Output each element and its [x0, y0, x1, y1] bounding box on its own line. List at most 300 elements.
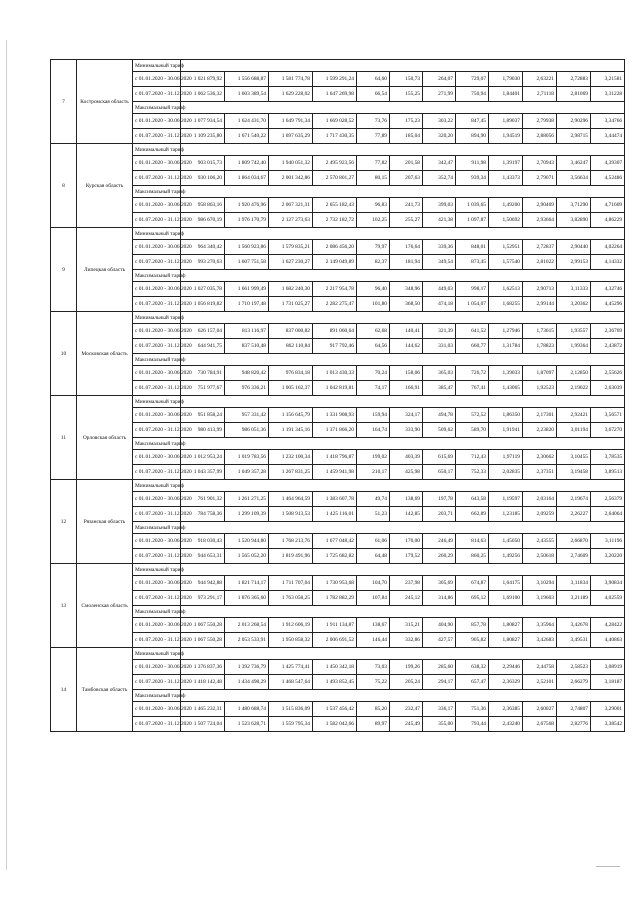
value-cell: 939,34 — [456, 171, 489, 186]
period-label: с 01.07.2020 - 31.12.2020 — [133, 87, 181, 102]
value-cell: 1 520 944,80 — [225, 534, 269, 549]
value-cell: 726,72 — [456, 366, 489, 381]
value-cell: 403,39 — [390, 450, 423, 465]
table-row — [51, 534, 625, 549]
value-cell: 1 537 456,42 — [313, 702, 357, 717]
value-cell: 1 376 837,36 — [181, 660, 225, 675]
value-cell: 2,98715 — [557, 129, 591, 144]
period-label: с 01.01.2020 - 30.06.2020 — [133, 408, 181, 423]
value-cell: 425,98 — [390, 465, 423, 480]
value-cell: 197,78 — [423, 492, 456, 507]
value-cell: 1 627 230,27 — [269, 255, 313, 270]
value-cell: 1 067 550,28 — [181, 618, 225, 633]
value-cell: 814,63 — [456, 534, 489, 549]
value-cell: 976 834,18 — [269, 366, 313, 381]
empty-cell — [181, 438, 625, 450]
period-label: с 01.07.2020 - 31.12.2020 — [133, 507, 181, 522]
value-cell: 4,28422 — [591, 618, 625, 633]
value-cell: 1 579 835,21 — [269, 240, 313, 255]
tariff-label: Максимальный тариф — [133, 438, 181, 450]
value-cell: 751 977,67 — [181, 381, 225, 396]
tariff-label: Минимальный тариф — [133, 396, 181, 408]
value-cell: 964 340,42 — [181, 240, 225, 255]
value-cell: 320,20 — [423, 129, 456, 144]
value-cell: 837 510,48 — [225, 339, 269, 354]
value-cell: 644 941,75 — [181, 339, 225, 354]
value-cell: 1 711 707,04 — [269, 576, 313, 591]
value-cell: 101,80 — [357, 297, 390, 312]
value-cell: 1 768 213,76 — [269, 534, 313, 549]
value-cell: 1 819 491,96 — [269, 549, 313, 564]
value-cell: 1,43065 — [489, 381, 523, 396]
value-cell: 2,23820 — [523, 423, 557, 438]
value-cell: 1 671 540,22 — [225, 129, 269, 144]
value-cell: 1 418 796,87 — [313, 450, 357, 465]
value-cell: 2,36329 — [489, 675, 523, 690]
value-cell: 159,94 — [357, 408, 390, 423]
value-cell: 348,96 — [390, 282, 423, 297]
table-row — [51, 282, 625, 297]
value-cell: 80,15 — [357, 171, 390, 186]
value-cell: 3,10294 — [523, 576, 557, 591]
value-cell: 903 015,73 — [181, 156, 225, 171]
value-cell: 1 465 232,31 — [181, 702, 225, 717]
value-cell: 2,71118 — [523, 87, 557, 102]
tariff-label: Максимальный тариф — [133, 270, 181, 282]
empty-cell — [181, 186, 625, 198]
value-cell: 175,23 — [390, 114, 423, 129]
value-cell: 2 495 923,56 — [313, 156, 357, 171]
value-cell: 2,36385 — [489, 702, 523, 717]
period-label: с 01.07.2020 - 31.12.2020 — [133, 591, 181, 606]
value-cell: 973 291,17 — [181, 591, 225, 606]
value-cell: 750,94 — [456, 87, 489, 102]
value-cell: 1,39197 — [489, 156, 523, 171]
value-cell: 2,52101 — [523, 675, 557, 690]
value-cell: 203,71 — [423, 507, 456, 522]
table-row — [51, 450, 625, 465]
value-cell: 1,94519 — [489, 129, 523, 144]
value-cell: 2,56379 — [591, 492, 625, 507]
value-cell: 911,98 — [456, 156, 489, 171]
value-cell: 1 493 852,45 — [313, 675, 357, 690]
value-cell: 1,50692 — [489, 213, 523, 228]
value-cell: 2,19674 — [557, 492, 591, 507]
value-cell: 2,72837 — [523, 240, 557, 255]
value-cell: 315,21 — [390, 618, 423, 633]
tariff-label: Максимальный тариф — [133, 354, 181, 366]
tariff-label: Минимальный тариф — [133, 144, 181, 156]
value-cell: 2,82776 — [557, 717, 591, 732]
empty-cell — [181, 564, 625, 576]
value-cell: 1 731 025,27 — [269, 297, 313, 312]
value-cell: 3,56634 — [557, 171, 591, 186]
value-cell: 4,14332 — [591, 255, 625, 270]
value-cell: 246,49 — [423, 534, 456, 549]
value-cell: 1 682 240,30 — [269, 282, 313, 297]
value-cell: 2 086 456,20 — [313, 240, 357, 255]
value-cell: 3,31228 — [591, 87, 625, 102]
value-cell: 365,03 — [423, 366, 456, 381]
period-label: с 01.01.2020 - 30.06.2020 — [133, 324, 181, 339]
empty-cell — [181, 606, 625, 618]
value-cell: 3,34766 — [591, 114, 625, 129]
value-cell: 1 109 235,80 — [181, 129, 225, 144]
value-cell: 4,86229 — [591, 213, 625, 228]
value-cell: 1,89037 — [489, 114, 523, 129]
value-cell: 1,52951 — [489, 240, 523, 255]
table-row — [51, 324, 625, 339]
value-cell: 2,81022 — [523, 255, 557, 270]
value-cell: 976 336,21 — [225, 381, 269, 396]
value-cell: 873,45 — [456, 255, 489, 270]
value-cell: 3,01194 — [557, 423, 591, 438]
value-cell: 339,36 — [423, 240, 456, 255]
value-cell: 107,84 — [357, 591, 390, 606]
value-cell: 1 624 431,70 — [225, 114, 269, 129]
value-cell: 1,80827 — [489, 633, 523, 648]
region-name: Липецкая область — [77, 228, 133, 312]
value-cell: 2,43872 — [591, 339, 625, 354]
value-cell: 1 039,65 — [456, 198, 489, 213]
period-label: с 01.01.2020 - 30.06.2020 — [133, 240, 181, 255]
value-cell: 3,11333 — [557, 282, 591, 297]
table-row — [51, 102, 625, 114]
value-cell: 1 920 476,96 — [225, 198, 269, 213]
table-row — [51, 240, 625, 255]
value-cell: 1 480 688,74 — [225, 702, 269, 717]
value-cell: 660,77 — [456, 339, 489, 354]
table-row — [51, 213, 625, 228]
value-cell: 494,78 — [423, 408, 456, 423]
value-cell: 2,19022 — [557, 381, 591, 396]
value-cell: 793,44 — [456, 717, 489, 732]
value-cell: 2,99153 — [557, 255, 591, 270]
value-cell: 3,21581 — [591, 72, 625, 87]
value-cell: 674,87 — [456, 576, 489, 591]
value-cell: 1 012 953,24 — [181, 450, 225, 465]
period-label: с 01.01.2020 - 30.06.2020 — [133, 282, 181, 297]
value-cell: 144,62 — [390, 339, 423, 354]
value-cell: 1 603 389,54 — [225, 87, 269, 102]
value-cell: 285,60 — [423, 660, 456, 675]
value-cell: 3,56571 — [591, 408, 625, 423]
value-cell: 980 413,99 — [181, 423, 225, 438]
table-row — [51, 228, 625, 240]
value-cell: 1 077 934,54 — [181, 114, 225, 129]
value-cell: 761 901,32 — [181, 492, 225, 507]
value-cell: 3,42678 — [557, 618, 591, 633]
value-cell: 2 282 275,47 — [313, 297, 357, 312]
period-label: с 01.01.2020 - 30.06.2020 — [133, 450, 181, 465]
value-cell: 2,79938 — [523, 114, 557, 129]
value-cell: 303,22 — [423, 114, 456, 129]
value-cell: 79,97 — [357, 240, 390, 255]
value-cell: 2,88056 — [523, 129, 557, 144]
value-cell: 2 217 954,78 — [313, 282, 357, 297]
tariff-label: Максимальный тариф — [133, 690, 181, 702]
value-cell: 1,19597 — [489, 492, 523, 507]
empty-cell — [181, 102, 625, 114]
value-cell: 1,93557 — [557, 324, 591, 339]
value-cell: 1 331 908,93 — [313, 408, 357, 423]
value-cell: 1 629 228,02 — [269, 87, 313, 102]
value-cell: 2 006 691,52 — [313, 633, 357, 648]
value-cell: 241,73 — [390, 198, 423, 213]
value-cell: 1 697 635,29 — [269, 129, 313, 144]
value-cell: 179,52 — [390, 549, 423, 564]
value-cell: 4,45296 — [591, 297, 625, 312]
value-cell: 1 821 714,17 — [225, 576, 269, 591]
value-cell: 66,54 — [357, 87, 390, 102]
value-cell: 1,64175 — [489, 576, 523, 591]
empty-cell — [181, 60, 625, 72]
value-cell: 2,60027 — [523, 702, 557, 717]
value-cell: 77,82 — [357, 156, 390, 171]
table-row — [51, 339, 625, 354]
tariff-label: Минимальный тариф — [133, 228, 181, 240]
value-cell: 321,39 — [423, 324, 456, 339]
table-row — [51, 480, 625, 492]
value-cell: 331,03 — [423, 339, 456, 354]
value-cell: 1 043 357,99 — [181, 465, 225, 480]
empty-cell — [181, 396, 625, 408]
value-cell: 3,46247 — [557, 156, 591, 171]
value-cell: 1 582 042,66 — [313, 717, 357, 732]
value-cell: 986 051,36 — [225, 423, 269, 438]
value-cell: 1,69100 — [489, 591, 523, 606]
period-label: с 01.07.2020 - 31.12.2020 — [133, 171, 181, 186]
value-cell: 1,45050 — [489, 534, 523, 549]
table-row — [51, 606, 625, 618]
tariff-table — [50, 59, 625, 732]
table-row — [51, 312, 625, 324]
value-cell: 305,69 — [423, 576, 456, 591]
period-label: с 01.01.2020 - 30.06.2020 — [133, 576, 181, 591]
value-cell: 1,79030 — [489, 72, 523, 87]
table-row — [51, 354, 625, 366]
table-row — [51, 129, 625, 144]
table-row — [51, 675, 625, 690]
table-row — [51, 60, 625, 72]
value-cell: 64,60 — [357, 72, 390, 87]
value-cell: 199,26 — [390, 660, 423, 675]
value-cell: 1 763 058,25 — [269, 591, 313, 606]
value-cell: 237,98 — [390, 576, 423, 591]
value-cell: 1 725 682,82 — [313, 549, 357, 564]
value-cell: 2,29446 — [489, 660, 523, 675]
tariff-label: Минимальный тариф — [133, 312, 181, 324]
period-label: с 01.07.2020 - 31.12.2020 — [133, 633, 181, 648]
value-cell: 509,62 — [423, 423, 456, 438]
value-cell: 957 331,42 — [225, 408, 269, 423]
value-cell: 181,94 — [390, 255, 423, 270]
value-cell: 2 067 321,31 — [269, 198, 313, 213]
value-cell: 998,17 — [456, 282, 489, 297]
value-cell: 2 655 182,43 — [313, 198, 357, 213]
value-cell: 2,79071 — [523, 171, 557, 186]
table-row — [51, 702, 625, 717]
value-cell: 89,97 — [357, 717, 390, 732]
value-cell: 1 717 430,35 — [313, 129, 357, 144]
value-cell: 1,31784 — [489, 339, 523, 354]
value-cell: 1 876 365,60 — [225, 591, 269, 606]
table-row — [51, 366, 625, 381]
period-label: с 01.07.2020 - 31.12.2020 — [133, 213, 181, 228]
value-cell: 2,74807 — [557, 702, 591, 717]
value-cell: 1 911 134,87 — [313, 618, 357, 633]
value-cell: 4,40863 — [591, 633, 625, 648]
table-row — [51, 564, 625, 576]
table-row — [51, 87, 625, 102]
value-cell: 150,73 — [390, 72, 423, 87]
period-label: с 01.01.2020 - 30.06.2020 — [133, 198, 181, 213]
value-cell: 752,33 — [456, 465, 489, 480]
tariff-label: Минимальный тариф — [133, 60, 181, 72]
value-cell: 3,21189 — [557, 591, 591, 606]
value-cell: 650,17 — [423, 465, 456, 480]
value-cell: 3,11834 — [557, 576, 591, 591]
table-row — [51, 717, 625, 732]
value-cell: 1 515 836,09 — [269, 702, 313, 717]
value-cell: 51,23 — [357, 507, 390, 522]
value-cell: 3,38542 — [591, 717, 625, 732]
value-cell: 3,90834 — [591, 576, 625, 591]
value-cell: 4,02264 — [591, 240, 625, 255]
value-cell: 85,20 — [357, 702, 390, 717]
value-cell: 2,64064 — [591, 507, 625, 522]
value-cell: 1,87097 — [523, 366, 557, 381]
value-cell: 2,67568 — [523, 717, 557, 732]
region-name: Орловская область — [77, 396, 133, 480]
period-label: с 01.07.2020 - 31.12.2020 — [133, 549, 181, 564]
value-cell: 638,32 — [456, 660, 489, 675]
value-cell: 944 942,88 — [181, 576, 225, 591]
value-cell: 1,73615 — [523, 324, 557, 339]
value-cell: 146,44 — [357, 633, 390, 648]
value-cell: 1,68255 — [489, 297, 523, 312]
value-cell: 385,47 — [423, 381, 456, 396]
value-cell: 73,76 — [357, 114, 390, 129]
value-cell: 2,58523 — [557, 660, 591, 675]
value-cell: 993 270,63 — [181, 255, 225, 270]
value-cell: 138,69 — [390, 492, 423, 507]
value-cell: 1,43373 — [489, 171, 523, 186]
value-cell: 2,43555 — [523, 534, 557, 549]
value-cell: 4,52486 — [591, 171, 625, 186]
value-cell: 2,70943 — [523, 156, 557, 171]
value-cell: 245,12 — [390, 591, 423, 606]
value-cell: 1 950 858,32 — [269, 633, 313, 648]
value-cell: 1 418 142,48 — [181, 675, 225, 690]
value-cell: 1 647 269,98 — [313, 87, 357, 102]
region-number: 13 — [51, 564, 77, 648]
value-cell: 3,78535 — [591, 450, 625, 465]
value-cell: 1 299 109,39 — [225, 507, 269, 522]
value-cell: 1 232 100,34 — [269, 450, 313, 465]
value-cell: 784 758,36 — [181, 507, 225, 522]
value-cell: 2 149 049,89 — [313, 255, 357, 270]
region-number: 8 — [51, 144, 77, 228]
value-cell: 2,44758 — [523, 660, 557, 675]
value-cell: 3,89513 — [591, 465, 625, 480]
value-cell: 1 049 357,28 — [225, 465, 269, 480]
value-cell: 1,84401 — [489, 87, 523, 102]
empty-cell — [181, 270, 625, 282]
value-cell: 2,55626 — [591, 366, 625, 381]
region-name: Костромская область — [77, 60, 133, 144]
period-label: с 01.07.2020 - 31.12.2020 — [133, 255, 181, 270]
value-cell: 1 523 628,71 — [225, 717, 269, 732]
value-cell: 1 459 941,98 — [313, 465, 357, 480]
value-cell: 951 858,24 — [181, 408, 225, 423]
value-cell: 1,49200 — [489, 198, 523, 213]
value-cell: 751,36 — [456, 702, 489, 717]
tariff-label: Максимальный тариф — [133, 102, 181, 114]
value-cell: 2,81069 — [557, 87, 591, 102]
value-cell: 1 383 607,78 — [313, 492, 357, 507]
tariff-label: Минимальный тариф — [133, 480, 181, 492]
value-cell: 3,67270 — [591, 423, 625, 438]
value-cell: 857,78 — [456, 618, 489, 633]
table-row — [51, 198, 625, 213]
value-cell: 986 670,19 — [181, 213, 225, 228]
period-label: с 01.01.2020 - 30.06.2020 — [133, 114, 181, 129]
empty-cell — [181, 522, 625, 534]
value-cell: 3,19458 — [557, 465, 591, 480]
table-row — [51, 660, 625, 675]
period-label: с 01.07.2020 - 31.12.2020 — [133, 465, 181, 480]
value-cell: 1 710 197,48 — [225, 297, 269, 312]
value-cell: 1 019 783,56 — [225, 450, 269, 465]
table-row — [51, 144, 625, 156]
value-cell: 421,38 — [423, 213, 456, 228]
value-cell: 1 027 035,78 — [181, 282, 225, 297]
value-cell: 2,12850 — [557, 366, 591, 381]
value-cell: 201,58 — [390, 156, 423, 171]
tariff-label: Минимальный тариф — [133, 648, 181, 660]
period-label: с 01.01.2020 - 30.06.2020 — [133, 72, 181, 87]
table-row — [51, 591, 625, 606]
table-row — [51, 492, 625, 507]
value-cell: 1 581 774,78 — [269, 72, 313, 87]
value-cell: 2 013 268,54 — [225, 618, 269, 633]
region-number: 9 — [51, 228, 77, 312]
period-label: с 01.01.2020 - 30.06.2020 — [133, 660, 181, 675]
value-cell: 62,68 — [357, 324, 390, 339]
value-cell: 643,58 — [456, 492, 489, 507]
value-cell: 399,03 — [423, 198, 456, 213]
empty-cell — [181, 144, 625, 156]
value-cell: 1 371 866,20 — [313, 423, 357, 438]
value-cell: 918 030,43 — [181, 534, 225, 549]
value-cell: 1 392 736,79 — [225, 660, 269, 675]
period-label: с 01.01.2020 - 30.06.2020 — [133, 618, 181, 633]
value-cell: 2,93664 — [523, 213, 557, 228]
value-cell: 64,56 — [357, 339, 390, 354]
value-cell: 404,90 — [423, 618, 456, 633]
value-cell: 2,66279 — [557, 675, 591, 690]
value-cell: 1 782 882,29 — [313, 591, 357, 606]
value-cell: 2 732 182,72 — [313, 213, 357, 228]
value-cell: 2,43240 — [489, 717, 523, 732]
value-cell: 1 056 819,82 — [181, 297, 225, 312]
table-row — [51, 618, 625, 633]
period-label: с 01.01.2020 - 30.06.2020 — [133, 702, 181, 717]
region-number: 14 — [51, 648, 77, 732]
value-cell: 255,27 — [390, 213, 423, 228]
value-cell: 1 425 116,01 — [313, 507, 357, 522]
